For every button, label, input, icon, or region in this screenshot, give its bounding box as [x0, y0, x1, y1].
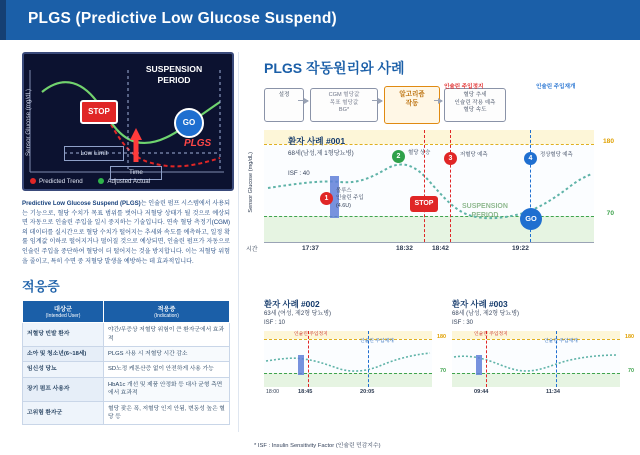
plgs-mark: PLGS [184, 138, 212, 149]
x-tick-2: 18:32 [396, 245, 413, 252]
case1-title-text: 환자 사례 #001 [288, 136, 346, 146]
time-axis-label: Time [110, 166, 162, 180]
figure-legend [30, 178, 226, 185]
y-tick-70: 70 [606, 210, 614, 217]
header-accent [0, 0, 6, 40]
case2-y-180: 180 [437, 334, 446, 341]
case2-block [264, 298, 446, 396]
case1-title [288, 136, 354, 159]
flow-arrow-2-icon [372, 100, 382, 101]
case3-suspend-vline [486, 331, 487, 387]
case2-suspend-vline [308, 331, 309, 387]
header-bar [0, 0, 640, 40]
plgs-description [22, 199, 230, 266]
table-row [23, 377, 230, 401]
predict-vline [450, 130, 451, 242]
x-tick-3: 18:42 [432, 245, 449, 252]
case1-x-axis [264, 242, 594, 243]
case2-y-70: 70 [440, 368, 446, 375]
plgs-description-body: 는 인슐린 펌프 시스템에서 사용되는 기능으로, 혈당 수치가 목표 범위를 벗어나 저혈당 상태가 될 것으로 예상되면 자동으로 인슐린 주입을 일시 중지하는 기술입니다. 연속 혈당 측정기(CGM)의 데이터를 실시간으로 혈당 수치가 떨어지는 추세와 속도를 예측하고, 일정 확률 임계값 이하로 떨어지거나 떨어질 것으로 예상되면, 인슐린 펌프가 자동으로 인슐린 주입을 중단하여 혈당이 더 떨어지는 것을 방지합니다. 이는 저혈당 위험을 줄이고, 특히 수면 중 저혈당 발생을 예방하는 데 효과적입니다. [22, 200, 231, 265]
legend-label-predicted: Predicted Trend [39, 178, 83, 185]
case3-subtitle: 68세 (남성, 제2형 당뇨병) [452, 311, 520, 317]
case1-x-title: 시간 [246, 247, 258, 253]
legend-label-actual: Adjusted Actual [107, 178, 151, 185]
right-section-title: PLGS 작동원리와 사례 [264, 60, 405, 76]
case3-y-180: 180 [625, 334, 634, 341]
table-row [23, 323, 230, 347]
low-limit-label: Low Limit [64, 146, 124, 161]
annotation-1-text: 볼루스 인슐린 주입 (4.6U) [336, 188, 364, 209]
case2-trace [264, 331, 432, 387]
cell-indication: SD노정 케톤산증 없이 안전하게 사용 가능 [104, 362, 230, 377]
table-row [23, 401, 230, 425]
table-header-indication-ko: 적응증 [157, 306, 176, 314]
marker-4: 4 [524, 152, 537, 165]
right-column [246, 52, 634, 396]
cell-indication: 야간/무증상 저혈당 위험이 큰 환자군에서 효과적 [104, 323, 230, 347]
case3-plot-area [452, 331, 634, 396]
footnote-isf: * ISF : Insulin Sensitivity Factor (인슐린 민감지수) [254, 443, 381, 449]
stop-badge: STOP [80, 100, 118, 124]
case3-title: 환자 사례 #003 [452, 299, 508, 309]
table-header-group [23, 301, 104, 323]
cell-indication: 혈당 잦은 폭, 저혈당 인지 안됨, 변동성 높은 혈당 등 [104, 401, 230, 425]
case2-bolus-bar [298, 355, 304, 375]
indication-title: 적응증 [22, 279, 60, 295]
cell-group: 고위험 환자군 [23, 401, 104, 425]
legend-dot-predicted-icon [30, 178, 36, 184]
table-header-indication-en: (Indication) [154, 313, 179, 320]
case1-chart [246, 124, 618, 274]
annotation-3-text: 저혈당 예측 [460, 152, 488, 158]
annotation-4-text: 정상혈당 예측 [540, 152, 573, 158]
flow-label-suspend: 인슐린 주입정지 [444, 84, 484, 90]
flow-label-resume: 인슐린 주입재개 [536, 84, 576, 90]
case3-y-70: 70 [628, 368, 634, 375]
cell-group: 임신성 당뇨 [23, 362, 104, 377]
case3-label-suspend: 인슐린 주입정지 [474, 332, 508, 338]
cell-indication: PLGS 사용 시 저혈당 시간 감소 [104, 346, 230, 361]
flow-box-inputs: CGM 혈당값 목표 혈당값 BG* [310, 88, 378, 122]
case3-block [452, 298, 634, 396]
column-divider [238, 52, 239, 432]
flow-box-settings: 설정 [264, 88, 304, 122]
marker-2: 2 [392, 150, 405, 163]
flow-diagram [264, 84, 618, 124]
suspension-period-label: SUSPENSION PERIOD [145, 64, 203, 85]
case3-x-1: 09:44 [474, 389, 489, 396]
case1-y-axis-label: Sensor Glucose (mg/dL) [248, 152, 254, 213]
marker-1: 1 [320, 192, 333, 205]
plgs-description-lead: Predictive Low Glucose Suspend (PLGS) [22, 200, 141, 207]
left-column [22, 52, 232, 425]
table-row [23, 362, 230, 377]
case2-isf: ISF : 10 [264, 319, 286, 326]
case2-subtitle: 63세 (여성, 제2형 당뇨병) [264, 311, 332, 317]
table-header-indication [104, 301, 230, 323]
go-badge: GO [174, 108, 204, 138]
case2-label-resume: 인슐린 주입재개 [360, 339, 394, 345]
indication-table [22, 300, 230, 425]
go-marker: GO [520, 208, 542, 230]
flow-arrow-3-icon [434, 100, 442, 101]
flow-box-algorithm: 알고리즘 작동 [384, 86, 440, 124]
case1-isf: ISF : 40 [288, 170, 310, 177]
table-row [23, 346, 230, 361]
case2-x-2: 18:45 [298, 389, 313, 396]
case3-isf: ISF : 30 [452, 319, 474, 326]
plgs-concept-figure [22, 52, 234, 191]
x-tick-1: 17:37 [302, 245, 319, 252]
case2-title: 환자 사례 #002 [264, 299, 320, 309]
case1-plot-area [264, 130, 614, 242]
marker-3: 3 [444, 152, 457, 165]
flow-arrow-1-icon [298, 100, 308, 101]
cell-group: 저혈당 빈발 환자 [23, 323, 104, 347]
suspend-vline [424, 130, 425, 242]
y-tick-180: 180 [602, 138, 614, 145]
legend-dot-actual-icon [98, 178, 104, 184]
case2-x-1: 18:00 [266, 389, 279, 396]
case1-subtitle: 68세(남성,제 1형당뇨병) [288, 150, 354, 157]
page-title: PLGS (Predictive Low Glucose Suspend) [28, 10, 337, 27]
annotation-2-text: 혈당 상승 [408, 150, 431, 156]
case3-label-resume: 인슐린 주입재개 [544, 339, 578, 345]
case2-x-3: 20:05 [360, 389, 375, 396]
case2-plot-area [264, 331, 446, 396]
figure-y-axis-label: Sensor Glucose (mg/dL) [25, 88, 32, 156]
table-header-row [23, 301, 230, 323]
x-tick-4: 19:22 [512, 245, 529, 252]
cell-group: 장기 펌프 사용자 [23, 377, 104, 401]
cell-group: 소아 및 청소년(6~18세) [23, 346, 104, 361]
case1-suspension-label: SUSPENSION PERIOD [462, 203, 508, 219]
case3-bolus-bar [476, 355, 482, 375]
stop-marker: STOP [410, 196, 438, 212]
flow-box-prediction: 혈당 추세 인슐린 작용 예측 혈당 속도 [444, 88, 506, 122]
cell-indication: HbA1c 개선 및 제품 안정화 등 대사 균형 측면에서 효과적 [104, 377, 230, 401]
case2-label-suspend: 인슐린 주입정지 [294, 332, 328, 338]
case3-x-2: 11:34 [546, 389, 560, 396]
table-header-group-en: (Intended User) [45, 313, 81, 320]
table-header-group-ko: 대상군 [54, 306, 72, 314]
